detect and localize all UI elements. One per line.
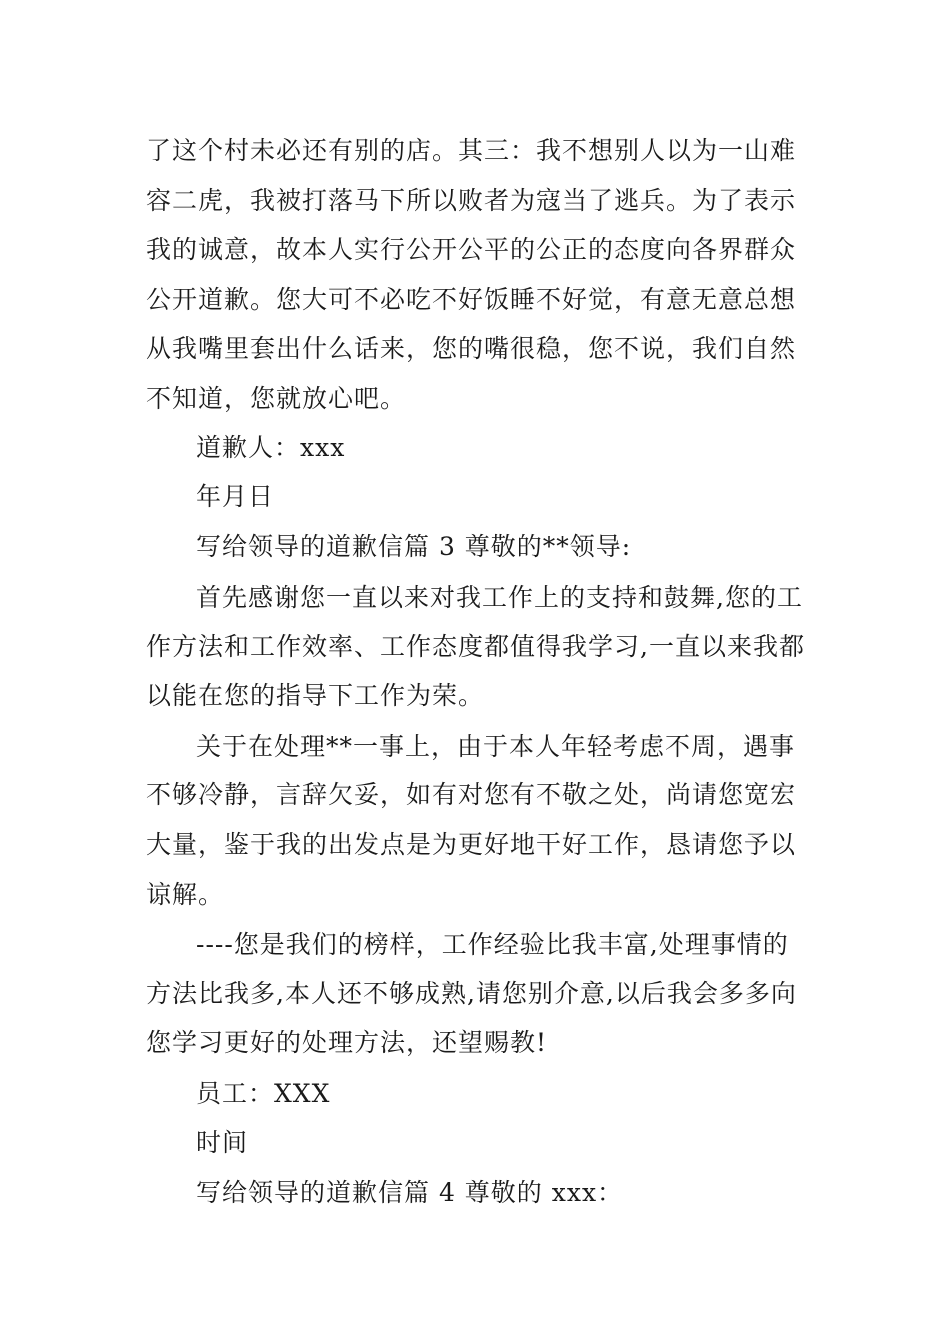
- paragraph-line: 方法比我多,本人还不够成熟,请您别介意,以后我会多多向: [146, 979, 797, 1008]
- signature-line: 员工：XXX: [196, 1079, 331, 1108]
- paragraph-line: 以能在您的指导下工作为荣。: [146, 681, 485, 710]
- paragraph-line: 不知道，您就放心吧。: [146, 384, 407, 413]
- paragraph-line: 了这个村未必还有别的店。其三：我不想别人以为一山难: [146, 136, 797, 165]
- paragraph-line: 从我嘴里套出什么话来，您的嘴很稳，您不说，我们自然: [146, 334, 797, 363]
- section-heading: 写给领导的道歉信篇 4 尊敬的 xxx：: [196, 1178, 624, 1207]
- paragraph-line: 谅解。: [146, 880, 225, 909]
- paragraph-line: 容二虎，我被打落马下所以败者为寇当了逃兵。为了表示: [146, 186, 797, 215]
- paragraph-line: 关于在处理**一事上，由于本人年轻考虑不周，遇事: [196, 732, 796, 761]
- paragraph-line: 我的诚意，故本人实行公开公平的公正的态度向各界群众: [146, 235, 797, 264]
- paragraph-line: 首先感谢您一直以来对我工作上的支持和鼓舞,您的工: [196, 583, 803, 612]
- paragraph-line: 不够冷静，言辞欠妥，如有对您有不敬之处，尚请您宽宏: [146, 780, 797, 809]
- signature-line: 道歉人：xxx: [196, 433, 346, 462]
- paragraph-line: 大量，鉴于我的出发点是为更好地干好工作，恳请您予以: [146, 830, 797, 859]
- paragraph-line: 您学习更好的处理方法，还望赐教!: [146, 1028, 548, 1057]
- paragraph-line: ----您是我们的榜样，工作经验比我丰富,处理事情的: [196, 930, 789, 959]
- date-line: 年月日: [196, 482, 275, 511]
- paragraph-line: 公开道歉。您大可不必吃不好饭睡不好觉，有意无意总想: [146, 285, 797, 314]
- paragraph-line: 作方法和工作效率、工作态度都值得我学习,一直以来我都: [146, 632, 805, 661]
- section-heading: 写给领导的道歉信篇 3 尊敬的**领导:: [196, 532, 632, 561]
- date-line: 时间: [196, 1128, 249, 1157]
